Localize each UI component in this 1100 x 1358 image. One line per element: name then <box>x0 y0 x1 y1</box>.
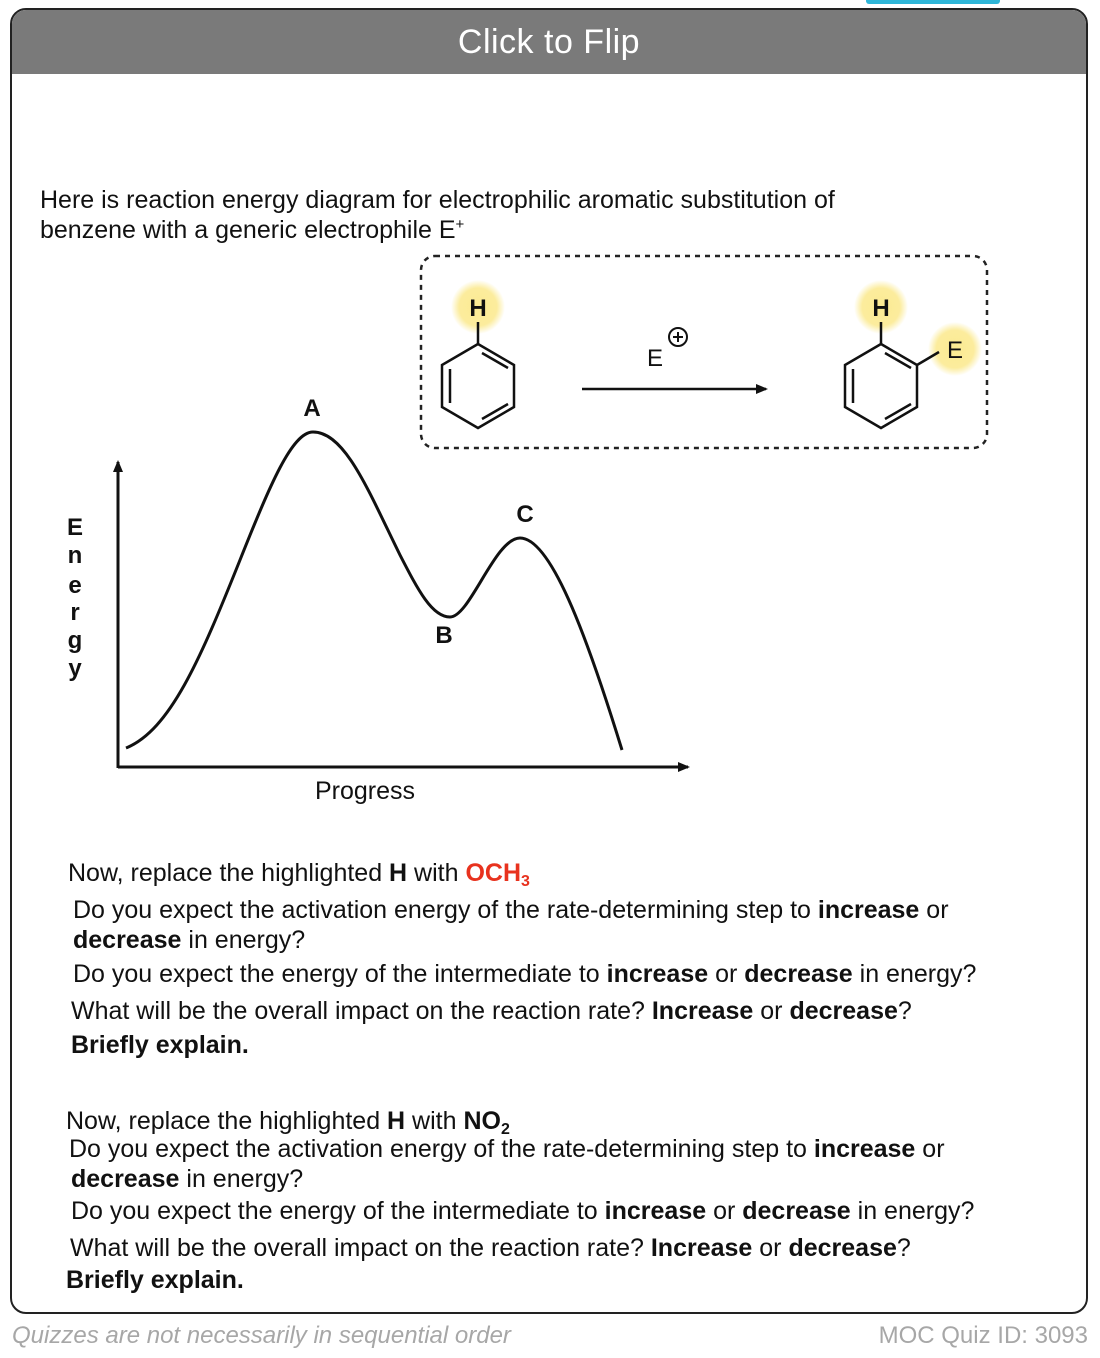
positive-charge-icon <box>669 328 687 346</box>
footer-note: Quizzes are not necessarily in sequential order <box>12 1322 511 1349</box>
q2-explain: Briefly explain. <box>66 1266 244 1294</box>
y-label-letter: E <box>66 514 84 541</box>
energy-curve <box>126 432 622 750</box>
q2-rate: What will be the overall impact on the reaction rate? Increase or decrease? <box>70 1234 911 1262</box>
benzene-reactant-icon <box>442 280 514 428</box>
intro-line-2: benzene with a generic electrophile E+ <box>40 216 465 244</box>
intro-line-1: Here is reaction energy diagram for electrophilic aromatic substitution of <box>40 186 835 214</box>
x-axis-label: Progress <box>314 777 416 805</box>
flip-label: Click to Flip <box>457 22 641 61</box>
q1-explain: Briefly explain. <box>71 1031 249 1059</box>
q2-activation-line1: Do you expect the activation energy of the rate-determining step to increase or <box>69 1135 945 1163</box>
y-label-letter: e <box>68 572 82 599</box>
q1-rate: What will be the overall impact on the reaction rate? Increase or decrease? <box>71 997 912 1025</box>
y-axis-label <box>67 514 83 682</box>
q1-intro: Now, replace the highlighted H with $OCH_3$ <box>68 859 530 890</box>
q1-activation-line1: Do you expect the activation energy of the rate-determining step to increase or <box>73 896 949 924</box>
y-label-letter: g <box>67 627 83 654</box>
point-b-label: B <box>435 622 453 649</box>
point-a-label: A <box>303 395 321 422</box>
reagent-e-label: E <box>646 345 664 372</box>
point-c-label: C <box>516 501 534 528</box>
y-label-letter: r <box>70 599 80 626</box>
reactant-h-label: H <box>469 295 487 322</box>
reaction-box <box>421 256 987 448</box>
q2-activation-line2: decrease in energy? <box>71 1165 304 1193</box>
q1-intermediate: Do you expect the energy of the intermediate to increase or decrease in energy? <box>73 960 977 988</box>
q2-intro: Now, replace the highlighted H with $NO_2$ <box>66 1107 510 1138</box>
quiz-id: MOC Quiz ID: 3093 <box>878 1322 1088 1349</box>
benzene-product-icon <box>845 280 982 428</box>
product-h-label: H <box>872 295 890 322</box>
product-e-label: E <box>946 337 964 364</box>
q1-substituent: $OCH_3$ <box>465 859 530 890</box>
q2-substituent: $NO_2$ <box>463 1107 510 1138</box>
intro-charge: + <box>455 216 465 233</box>
q1-activation-line2: decrease in energy? <box>73 926 306 954</box>
y-label-letter: y <box>68 655 82 682</box>
q2-intermediate: Do you expect the energy of the intermediate to increase or decrease in energy? <box>71 1197 975 1225</box>
y-label-letter: n <box>67 542 83 569</box>
